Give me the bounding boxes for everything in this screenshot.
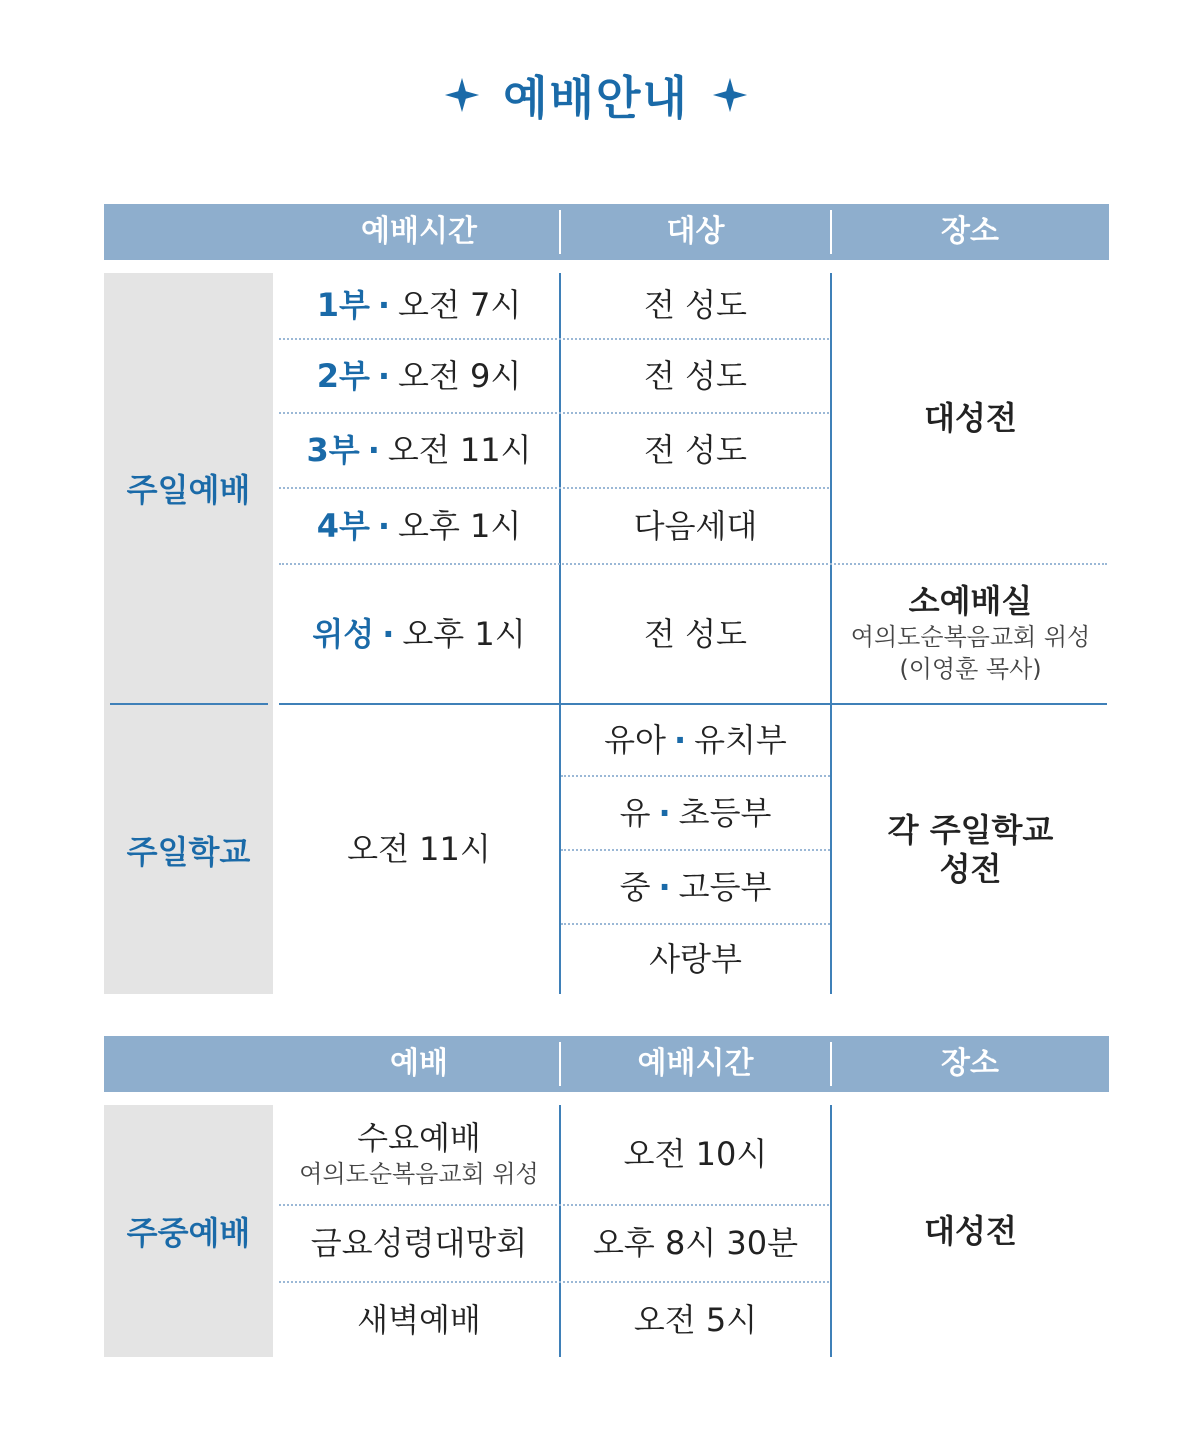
weekday-time-2: 오후 8시 30분 [592, 1224, 799, 1263]
place-name: 대성전 [924, 1211, 1017, 1250]
bullet-dot: · [673, 720, 687, 759]
bullet-dot: · [377, 506, 391, 545]
table1-header-time: 예배시간 [361, 214, 477, 249]
worship-target-3: 전 성도 [644, 431, 747, 470]
table1-header [104, 204, 1109, 260]
weekday-time-1: 오전 10시 [623, 1135, 768, 1174]
worship-time-5 [279, 565, 559, 703]
target-part: 초등부 [678, 793, 772, 832]
school-target-1 [561, 705, 830, 775]
worship-target-5: 전 성도 [644, 614, 747, 653]
place-note: (이영훈 목사) [899, 655, 1042, 684]
worship-note: 여의도순복음교회 위성 [299, 1159, 539, 1188]
place-name: 소예배실 [908, 582, 1033, 621]
part-label: 3부 [306, 431, 360, 470]
worship-place-satellite [832, 565, 1109, 703]
table1-header-target: 대상 [666, 214, 725, 249]
bullet-dot: · [382, 614, 395, 653]
table2-header-place: 장소 [941, 1046, 999, 1081]
weekday-time-3: 오전 5시 [633, 1300, 758, 1339]
sparkle-icon [711, 76, 749, 114]
weekday-name-2: 금요성령대망회 [310, 1224, 528, 1263]
table2-header-worship: 예배 [390, 1046, 448, 1081]
weekday-name-1 [279, 1105, 559, 1204]
sparkle-icon [443, 76, 481, 114]
place-name: 성전 [939, 849, 1002, 888]
target-part: 유아 [604, 720, 666, 759]
part-label: 4부 [316, 506, 370, 545]
table1-header-place: 장소 [941, 214, 999, 249]
part-label: 2부 [316, 356, 370, 395]
bullet-dot: · [377, 356, 391, 395]
time-value: 오후 1시 [398, 506, 522, 545]
bullet-dot: · [377, 286, 391, 325]
worship-time-1 [279, 273, 559, 338]
worship-target-1: 전 성도 [644, 286, 747, 325]
worship-name: 수요예배 [357, 1119, 481, 1158]
sunday-worship-label: 주일예배 [126, 471, 251, 509]
page-title: 예배안내 [503, 71, 689, 125]
school-place [832, 705, 1109, 994]
target-part: 고등부 [678, 867, 772, 906]
page-title-area [0, 60, 1192, 130]
bullet-dot: · [658, 867, 671, 906]
weekday-worship-label: 주중예배 [126, 1214, 251, 1252]
school-time: 오전 11시 [347, 830, 491, 869]
part-label: 1부 [316, 286, 370, 325]
worship-time-4 [279, 489, 559, 563]
place-name: 각 주일학교 [887, 811, 1054, 850]
worship-target-4: 다음세대 [633, 506, 758, 545]
worship-time-3 [279, 414, 559, 487]
bullet-dot: · [367, 431, 380, 470]
bullet-dot: · [658, 793, 671, 832]
weekday-name-3: 새벽예배 [357, 1300, 481, 1339]
place-note: 여의도순복음교회 위성 [850, 622, 1091, 651]
side-divider [110, 703, 268, 705]
table2-header-time: 예배시간 [637, 1046, 754, 1081]
table2-header [104, 1036, 1109, 1092]
time-value: 오전 7시 [398, 286, 522, 325]
weekday-place [832, 1105, 1109, 1357]
target-part: 유 [619, 793, 651, 832]
school-target-2 [561, 777, 830, 849]
school-target-4: 사랑부 [649, 940, 742, 979]
worship-time-2 [279, 340, 559, 412]
target-part: 유치부 [694, 720, 787, 759]
part-label: 위성 [312, 614, 375, 653]
worship-place-main [832, 273, 1109, 563]
target-part: 중 [619, 867, 651, 906]
worship-target-2: 전 성도 [644, 356, 747, 395]
school-target-3 [561, 851, 830, 923]
sunday-school-label: 주일학교 [126, 832, 251, 871]
time-value: 오후 1시 [402, 614, 526, 653]
place-name: 대성전 [924, 398, 1017, 437]
time-value: 오전 11시 [387, 431, 532, 470]
time-value: 오전 9시 [398, 356, 522, 395]
